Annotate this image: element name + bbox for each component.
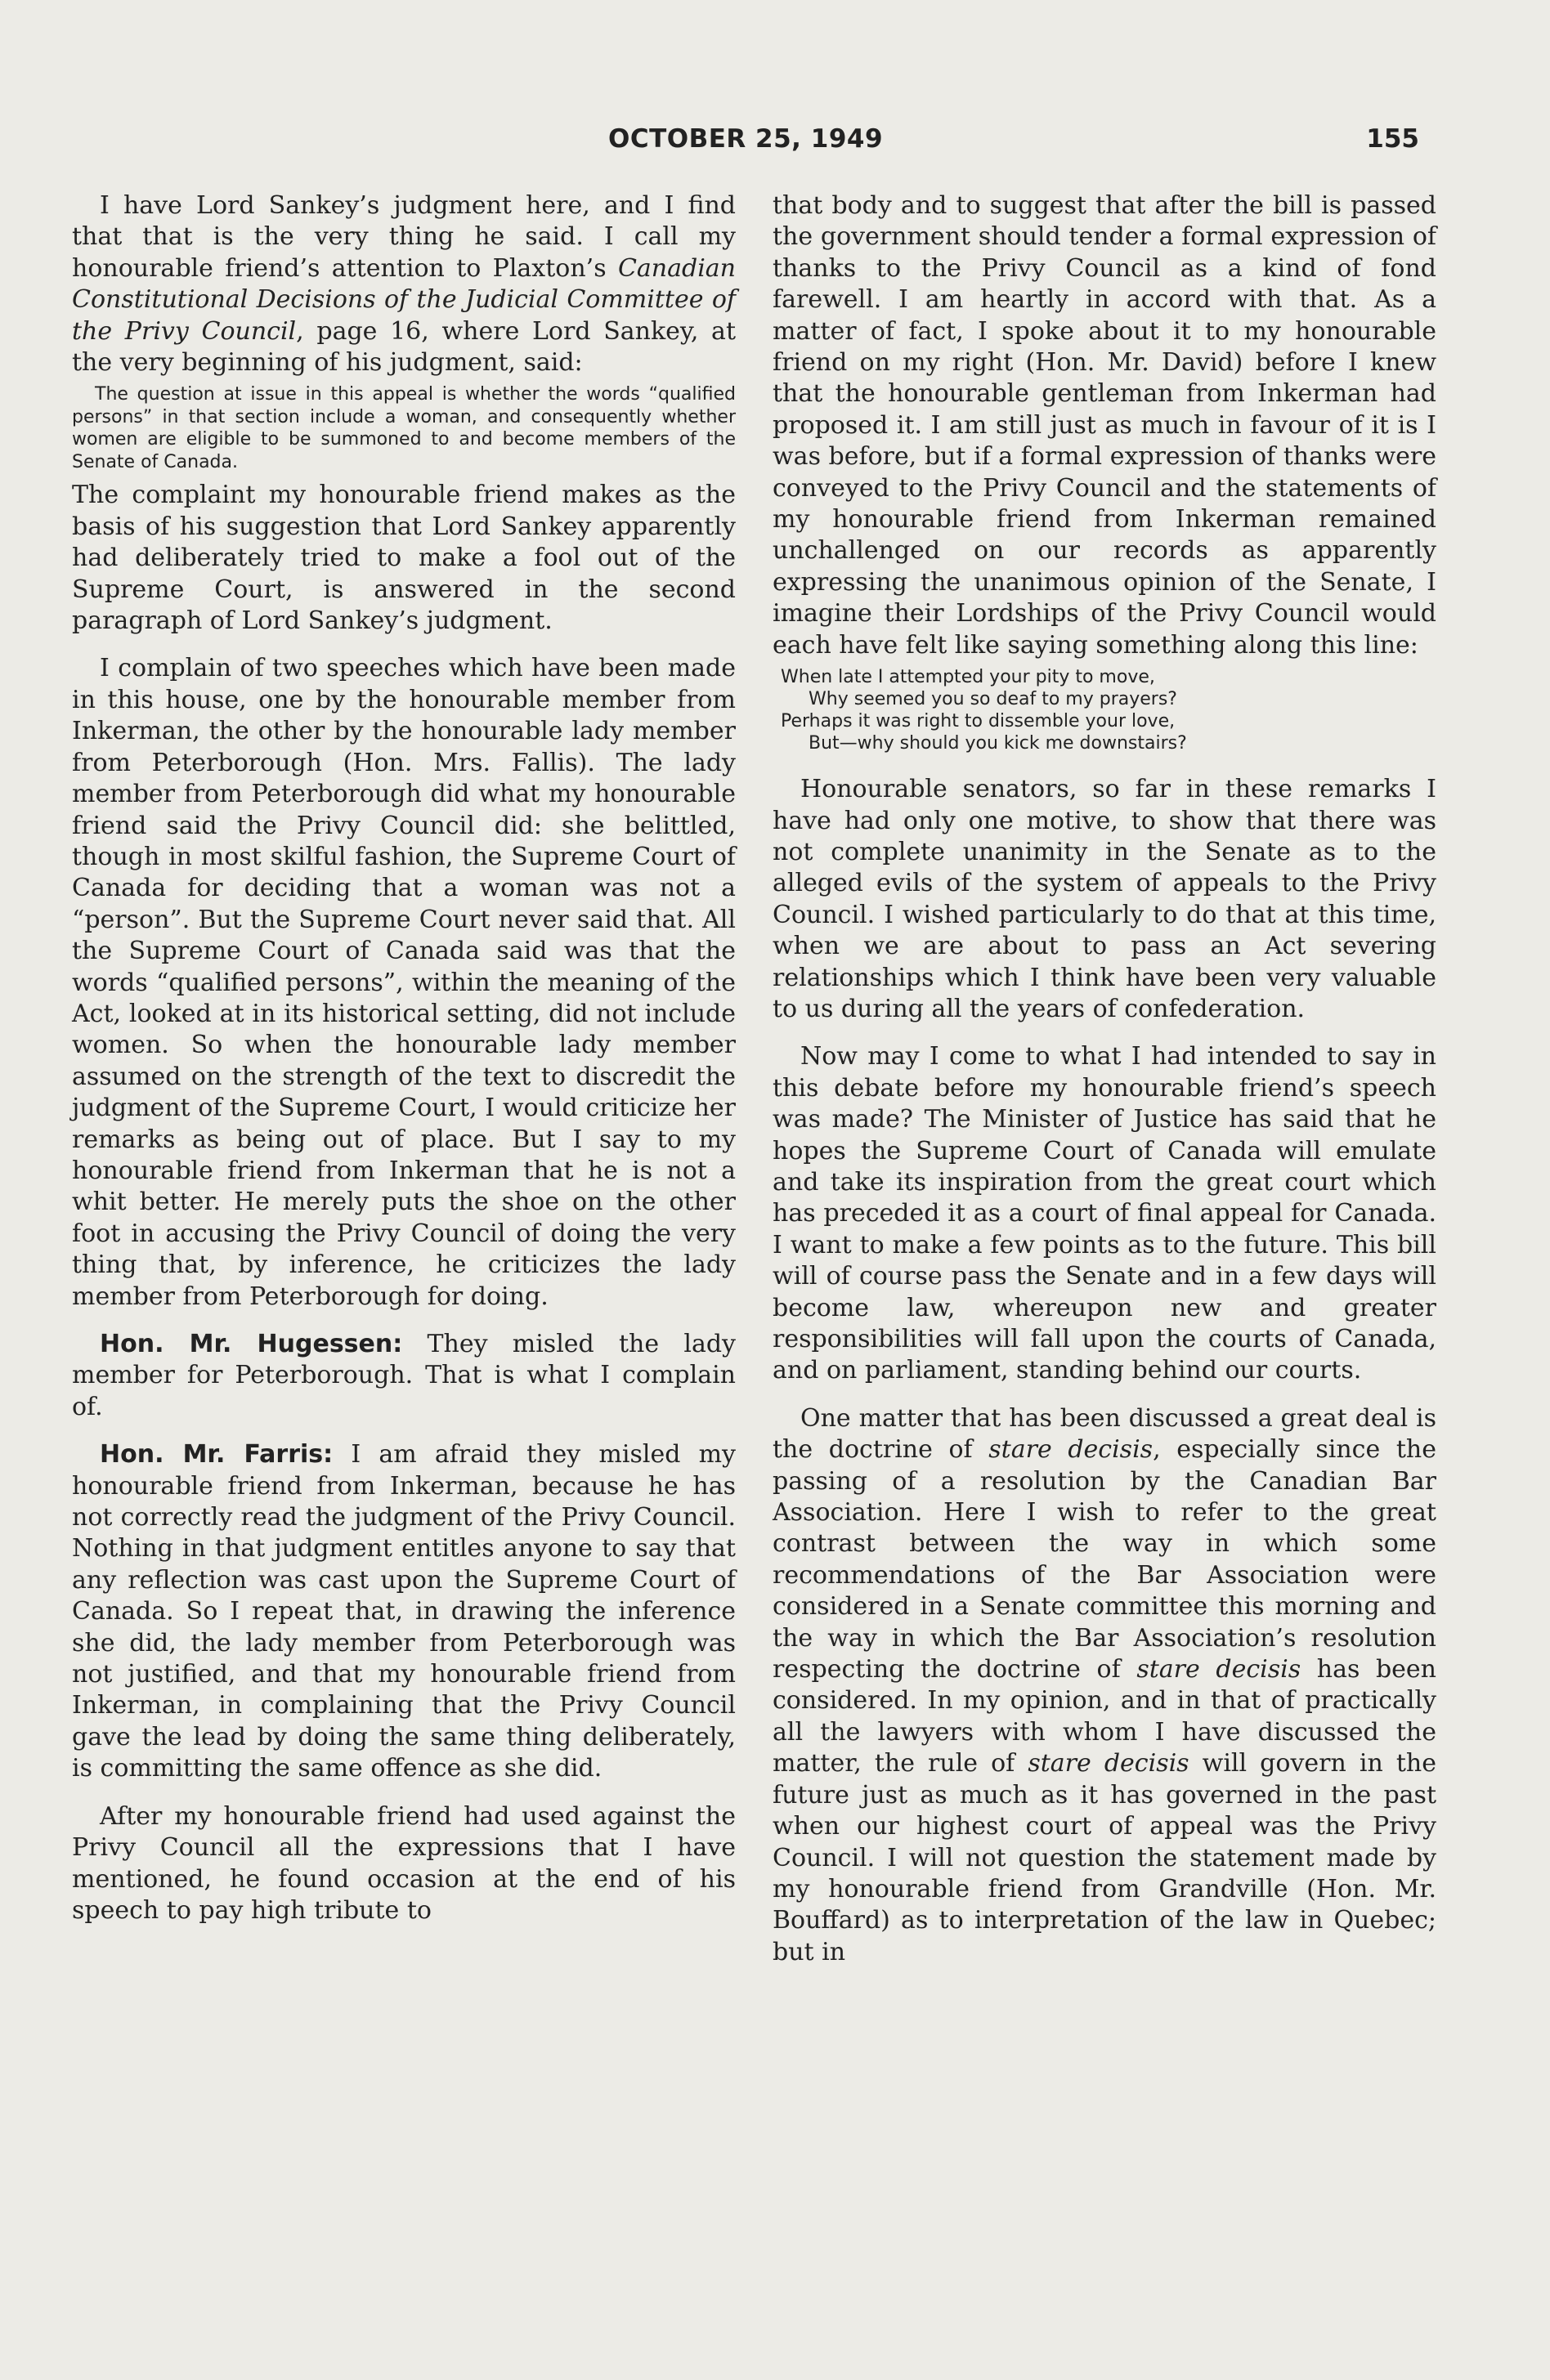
paragraph: After my honourable friend had used against the Privy Council all the expressions that I have mentioned, he found occasion at the end of his speech to pay high tribute to	[72, 1801, 736, 1925]
poem-line: When late I attempted your pity to move,	[781, 667, 1155, 688]
block-quote: The question at issue in this appeal is whether the words “qualified persons” in that section include a woman, and consequently whether women are eligible to be summoned to and become members of the Senate of Canada.	[72, 384, 736, 472]
speech-farris: Hon. Mr. Farris: I am afraid they misled my honourable friend from Inkerman, because he has not correctly read the judgment of the Privy Council. Nothing in that judgment entitles anyone to say that any reflection was cast upon the Supreme Court of Canada. So I repeat that, in drawing the inference she did, the lady member from Peterborough was not justified, and that my honourable friend from Inkerman, in complaining that the Privy Council gave the lead by doing the same thing deliberately, is committing the same offence as she did.	[72, 1440, 736, 1783]
paragraph: I complain of two speeches which have been made in this house, one by the honourable member from Inkerman, the other by the honourable lady member from Peterborough (Hon. Mrs. Fallis). The lady member from Peterborough did what my honourable friend said the Privy Council did: she belittled, though in most skilful fashion, the Supreme Court of Canada for deciding that a woman was not a “person”. But the Supreme Court never said that. All the Supreme Court of Canada said was that the words “qualified persons”, within the meaning of the Act, looked at in its historical setting, did not include women. So when the honourable lady member assumed on the strength of the text to discredit the judgment of the Supreme Court, I would criticize her remarks as being out of place. But I say to my honourable friend from Inkerman that he is not a whit better. He merely puts the shoe on the other foot in accusing the Privy Council of doing the very thing that, by inference, he criticizes the lady member from Peterborough for doing.	[72, 654, 736, 1311]
page-number: 155	[1366, 124, 1419, 154]
latin-term: stare decisis	[1136, 1655, 1301, 1684]
poem-line: But—why should you kick me downstairs?	[809, 733, 1187, 754]
left-column	[72, 190, 736, 1926]
speaker-name: Hon. Mr. Hugessen:	[100, 1330, 403, 1358]
paragraph: Honourable senators, so far in these remarks I have had only one motive, to show that there was not complete unanimity in the Senate as to the alleged evils of the system of appeals to the Privy Council. I wished particularly to do that at this time, when we are about to pass an Act severing relationships which I think have been very valuable to us during all the years of confederation.	[773, 775, 1436, 1023]
latin-term: stare decisis	[1028, 1749, 1189, 1778]
right-column	[773, 190, 1436, 1968]
poem-quote	[773, 666, 1436, 754]
header-date: OCTOBER 25, 1949	[607, 124, 884, 154]
paragraph: The complaint my honourable friend makes as the basis of his suggestion that Lord Sankey apparently had deliberately tried to make a fool out of the Supreme Court, is answered in the second paragraph of Lord Sankey’s judgment.	[72, 481, 736, 636]
book-title: Canadian Constitutional Decisions of the Judicial Committee of the Privy Council	[72, 253, 736, 346]
speech-hugessen: Hon. Mr. Hugessen: They misled the lady member for Peterborough. That is what I complain of.	[72, 1330, 737, 1421]
poem-line: Why seemed you so deaf to my prayers?	[809, 689, 1177, 710]
latin-term: stare decisis	[988, 1435, 1154, 1465]
poem-line: Perhaps it was right to dissemble your love,	[781, 711, 1176, 732]
page-header	[72, 124, 1419, 165]
paragraph: that body and to suggest that after the bill is passed the government should tender a formal expression of thanks to the Privy Council as a kind of fond farewell. I am heartly in accord with that. As a matter of fact, I spoke about it to my honourable friend on my right (Hon. Mr. David) before I knew that the honourable gentleman from Inkerman had proposed it. I am still just as much in favour of it is I was before, but if a formal expression of thanks were conveyed to the Privy Council and the statements of my honourable friend from Inkerman remained unchallenged on our records as apparently expressing the unanimous opinion of the Senate, I imagine their Lordships of the Privy Council would each have felt like saying something along this line:	[773, 191, 1436, 660]
speaker-name: Hon. Mr. Farris:	[100, 1440, 334, 1470]
paragraph: One matter that has been discussed a great deal is the doctrine of stare decisis, especially since the passing of a resolution by the Canadian Bar Association. Here I wish to refer to the great contrast between the way in which some recommendations of the Bar Association were considered in a Senate committee this morning and the way in which the Bar Association’s resolution respecting the doctrine of stare decisis has been considered. In my opinion, and in that of practically all the lawyers with whom I have discussed the matter, the rule of stare decisis will govern in the future just as much as it has governed in the past when our highest court of appeal was the Privy Council. I will not question the statement made by my honourable friend from Grandville (Hon. Mr. Bouffard) as to interpretation of the law in Quebec; but in	[773, 1403, 1436, 1966]
paragraph: I have Lord Sankey’s judgment here, and I find that that is the very thing he said. I call my honourable friend’s attention to Plaxton’s Canadian Constitutional Decisions of the Judicial Committee of the Privy Council, page 16, where Lord Sankey, at the very beginning of his judgment, said:	[72, 191, 736, 378]
paragraph: Now may I come to what I had intended to say in this debate before my honourable friend’s speech was made? The Minister of Justice has said that he hopes the Supreme Court of Canada will emulate and take its inspiration from the great court which has preceded it as a court of final appeal for Canada. I want to make a few points as to the future. This bill will of course pass the Senate and in a few days will become law, whereupon new and greater responsibilities will fall upon the courts of Canada, and on parliament, standing behind our courts.	[773, 1042, 1436, 1385]
